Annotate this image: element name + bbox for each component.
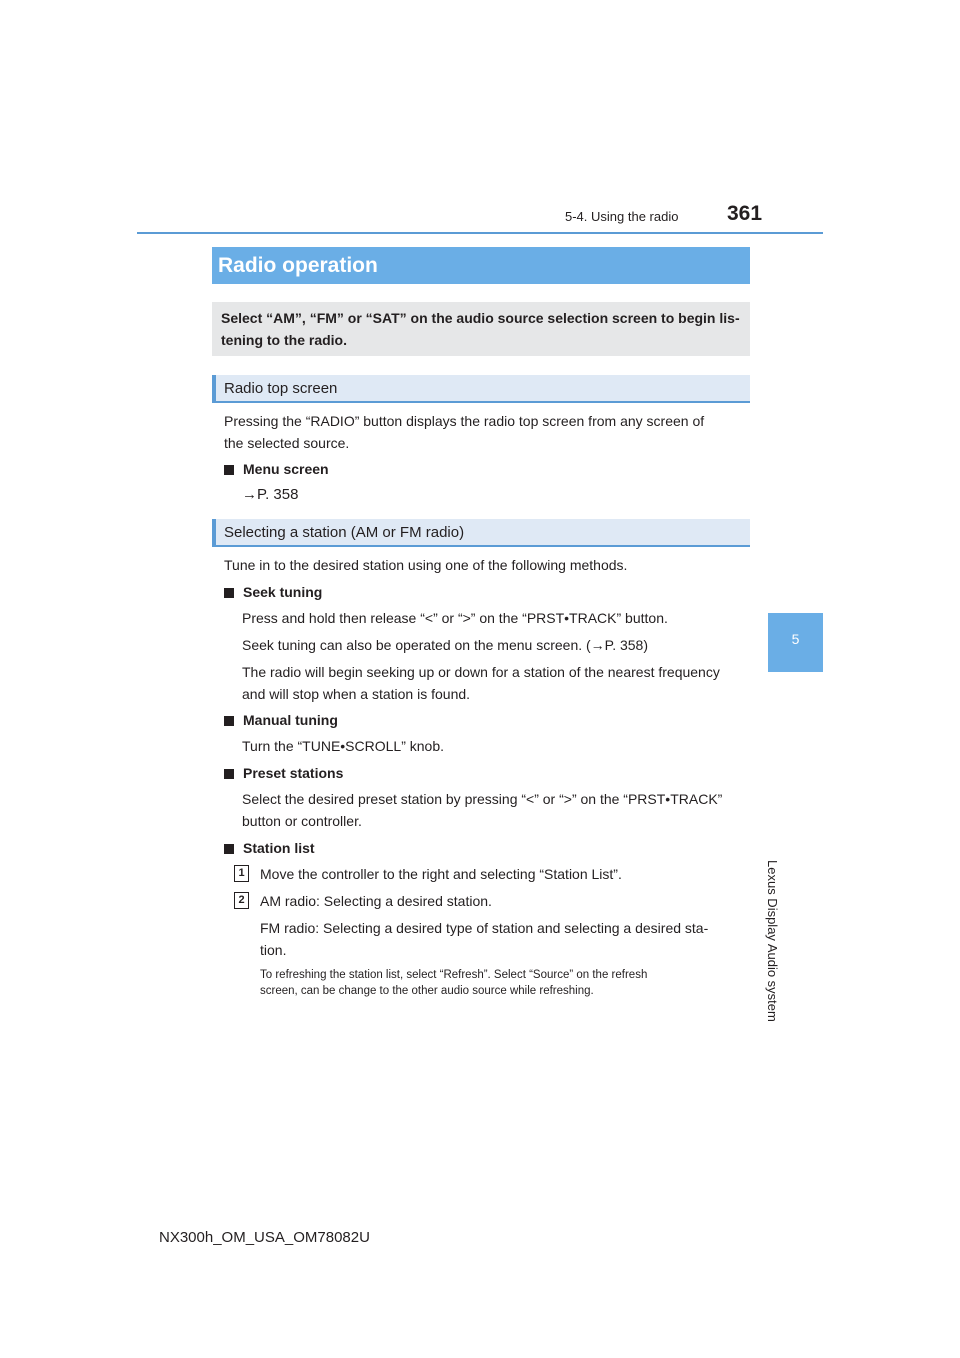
seek-line-3: The radio will begin seeking up or down for a station of the nearest frequency — [242, 664, 720, 680]
header-divider — [137, 232, 823, 234]
square-bullet-icon — [224, 769, 234, 779]
step-2-text: AM radio: Selecting a desired station. — [260, 893, 492, 909]
step-1-badge: 1 — [234, 865, 249, 882]
note-line-2: screen, can be change to the other audio source while refreshing. — [260, 985, 594, 997]
chapter-title-text: Lexus Display Audio system — [765, 860, 780, 1022]
preset-line-2: button or controller. — [242, 813, 362, 829]
footer-document-id: NX300h_OM_USA_OM78082U — [159, 1229, 370, 1246]
station-list-heading: Station list — [224, 837, 315, 859]
manual-tuning-line: Turn the “TUNE•SCROLL” knob. — [242, 738, 445, 754]
note-line-1: To refreshing the station list, select “Refresh”. Select “Source” on the refresh — [260, 969, 648, 981]
intro-line-2: tening to the radio. — [221, 332, 347, 348]
seek-line-2: Seek tuning can also be operated on the menu screen. (→P. 358) — [242, 637, 649, 653]
section-title-bar — [212, 247, 750, 284]
preset-stations-body — [242, 788, 748, 832]
preset-stations-heading: Preset stations — [224, 762, 343, 784]
refresh-note — [260, 967, 748, 999]
selecting-station-intro: Tune in to the desired station using one of the following methods. — [224, 557, 628, 573]
step-1-text: Move the controller to the right and selecting “Station List”. — [260, 866, 622, 882]
menu-screen-ref-link[interactable]: →P. 358 — [242, 486, 299, 503]
seek-line-4: and will stop when a station is found. — [242, 686, 471, 702]
page-number: 361 — [727, 202, 763, 225]
intro-line-1: Select “AM”, “FM” or “SAT” on the audio source selection screen to begin lis- — [221, 310, 740, 326]
header-section-label: 5-4. Using the radio — [565, 209, 679, 224]
intro-box — [212, 302, 750, 356]
section-title: Radio operation — [218, 254, 378, 277]
menu-screen-heading: Menu screen — [224, 458, 329, 480]
manual-tuning-heading: Manual tuning — [224, 709, 338, 731]
seek-line-1: Press and hold then release “<” or “>” on the “PRST•TRACK” button. — [242, 610, 668, 626]
step-2-fm-text — [260, 917, 748, 961]
seek-tuning-heading: Seek tuning — [224, 581, 322, 603]
square-bullet-icon — [224, 465, 234, 475]
preset-line-1: Select the desired preset station by pressing “<” or “>” on the “PRST•TRACK” — [242, 791, 723, 807]
fm-line-1: FM radio: Selecting a desired type of station and selecting a desired sta- — [260, 920, 709, 936]
square-bullet-icon — [224, 716, 234, 726]
square-bullet-icon — [224, 844, 234, 854]
chapter-tab: 5 — [768, 613, 823, 672]
step-2-badge: 2 — [234, 892, 249, 909]
fm-line-2: tion. — [260, 942, 287, 958]
radio-top-paragraph — [224, 410, 748, 454]
radio-top-line-2: the selected source. — [224, 435, 350, 451]
subheading-radio-top: Radio top screen — [212, 375, 750, 403]
square-bullet-icon — [224, 588, 234, 598]
radio-top-line-1: Pressing the “RADIO” button displays the radio top screen from any screen of — [224, 413, 705, 429]
seek-tuning-body — [242, 607, 748, 705]
subheading-selecting-station: Selecting a station (AM or FM radio) — [212, 519, 750, 547]
